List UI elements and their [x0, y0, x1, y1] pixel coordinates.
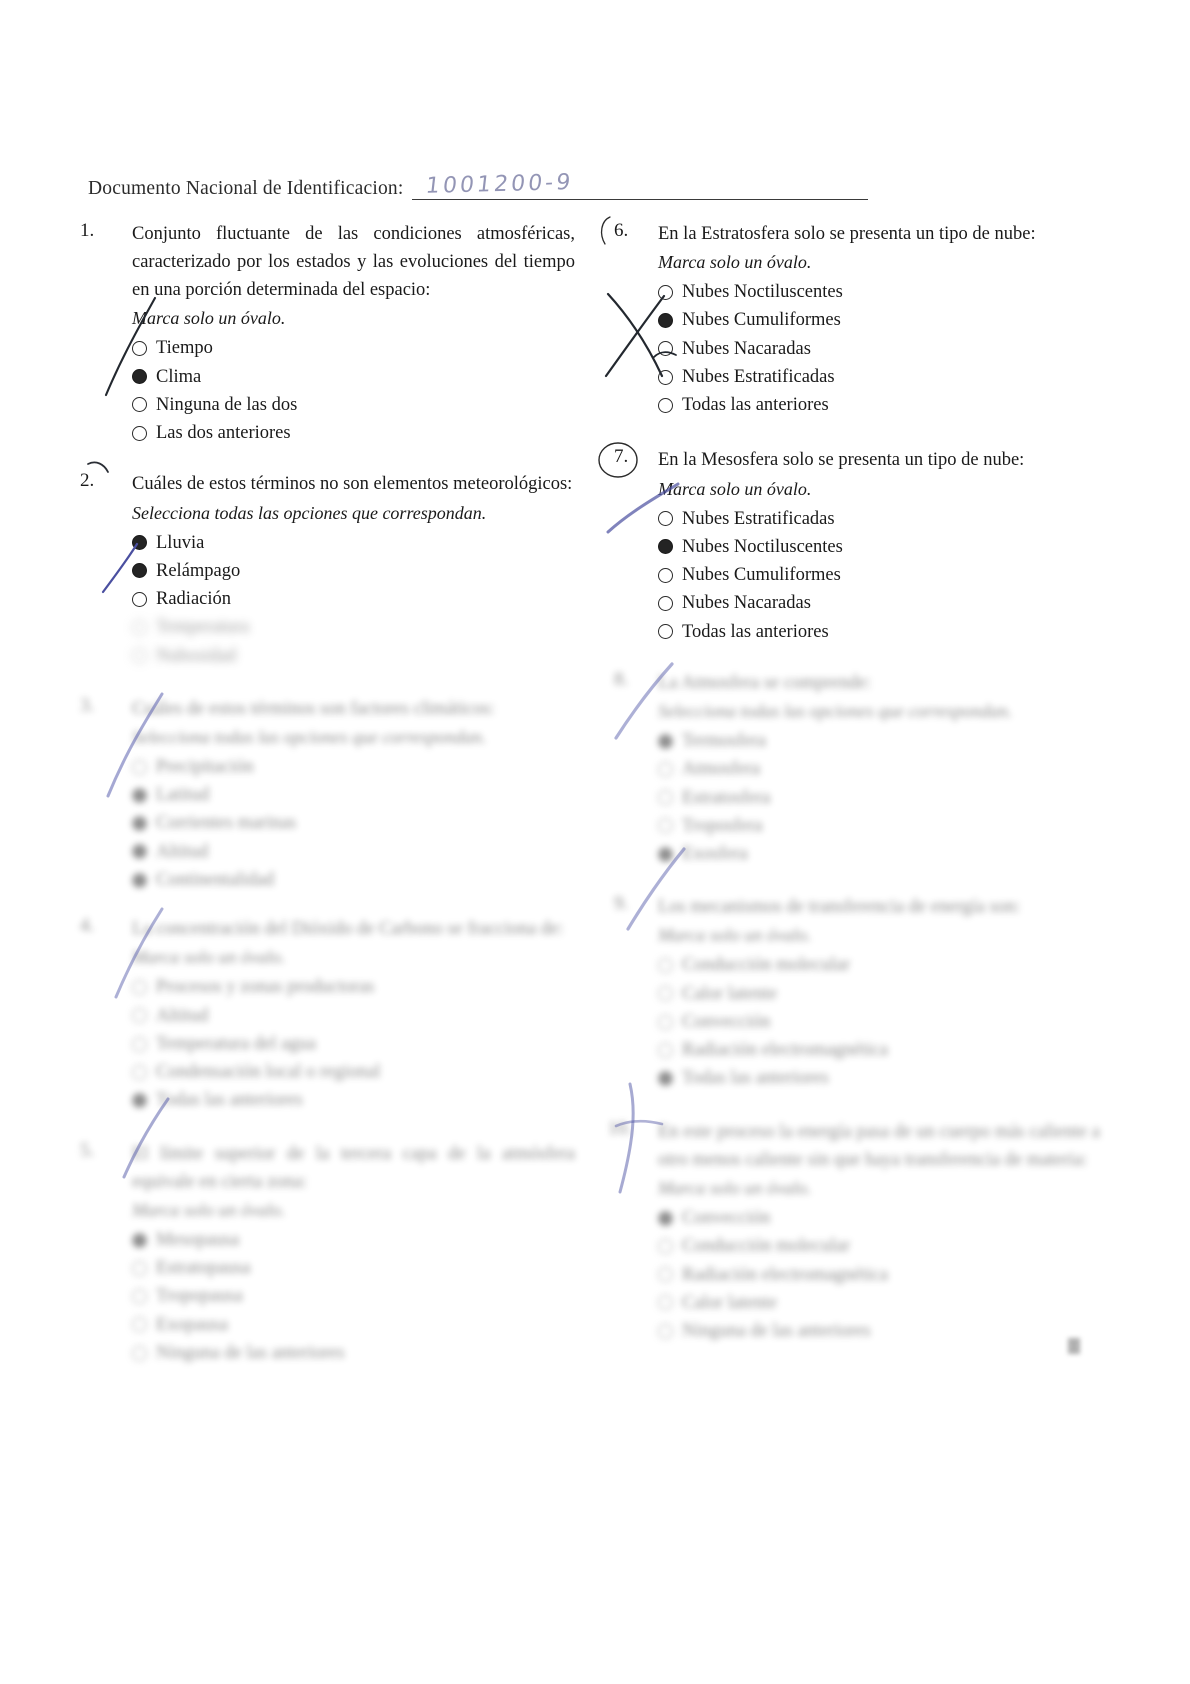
radio-icon[interactable]: [132, 1317, 147, 1332]
radio-icon[interactable]: [658, 986, 673, 1001]
checkbox-icon[interactable]: [658, 818, 673, 833]
option-row[interactable]: [658, 1262, 1100, 1288]
question-instruction: Marca solo un óvalo.: [132, 947, 286, 968]
option-label: Convección: [682, 1011, 771, 1032]
checkbox-icon[interactable]: [132, 873, 147, 888]
options-list: [658, 279, 1100, 418]
radio-icon[interactable]: [132, 980, 147, 995]
option-row[interactable]: [658, 1233, 1100, 1259]
option-label: Las dos anteriores: [156, 423, 291, 444]
question-number: 4.: [80, 915, 95, 937]
option-row[interactable]: [132, 810, 575, 836]
option-label: Todas las anteriores: [682, 395, 829, 416]
option-label: Convección: [682, 1207, 771, 1228]
question-9: [600, 893, 1100, 1091]
left-column: [80, 220, 575, 1388]
radio-icon[interactable]: [658, 1043, 673, 1058]
option-row[interactable]: [132, 1031, 575, 1057]
question-text: El límite superior de la tercera capa de la atmósfera equivale en cierta zona:: [132, 1143, 575, 1192]
option-label: Altitud: [156, 1005, 209, 1026]
option-label: Radiación electromagnética: [682, 1264, 888, 1285]
checkbox-icon[interactable]: [658, 734, 673, 749]
option-label: Relámpago: [156, 560, 241, 581]
option-row[interactable]: [132, 754, 575, 780]
option-row[interactable]: [658, 1065, 1100, 1091]
radio-icon[interactable]: [658, 1015, 673, 1030]
options-list: [658, 506, 1100, 645]
option-label: Troposfera: [682, 815, 763, 836]
question-instruction: Marca solo un óvalo.: [658, 478, 812, 499]
option-row[interactable]: [132, 1227, 575, 1253]
option-label: Nubes Cumuliformes: [682, 565, 841, 586]
option-row[interactable]: [132, 530, 575, 556]
option-label: Nubosidad: [156, 645, 237, 666]
radio-icon[interactable]: [658, 398, 673, 413]
option-label: Nubes Cumuliformes: [682, 310, 841, 331]
dni-handwritten-value: 1001200-9: [423, 170, 575, 199]
option-row[interactable]: [658, 841, 1100, 867]
option-row[interactable]: [658, 981, 1100, 1007]
question-4: [80, 915, 575, 1113]
option-row[interactable]: [132, 1087, 575, 1113]
option-label: Nubes Estratificadas: [682, 366, 835, 387]
option-row[interactable]: [658, 336, 1100, 362]
option-row[interactable]: [132, 1340, 575, 1366]
checkbox-icon[interactable]: [132, 648, 147, 663]
radio-icon[interactable]: [132, 341, 147, 356]
question-instruction: Marca solo un óvalo.: [658, 925, 812, 946]
option-row[interactable]: [658, 1205, 1100, 1231]
question-instruction: Selecciona todas las opciones que correspondan.: [132, 502, 487, 523]
question-7: [600, 446, 1100, 644]
option-label: Tropopausa: [156, 1286, 243, 1307]
option-label: Nubes Noctiluscentes: [682, 282, 843, 303]
question-text: Cuáles de estos términos son factores climáticos:: [132, 698, 495, 719]
option-label: Calor latente: [682, 983, 778, 1004]
question-text: La Atmosfera se comprende:: [658, 672, 872, 693]
option-label: Conducción molecular: [682, 1236, 850, 1257]
checkbox-icon[interactable]: [658, 790, 673, 805]
option-row[interactable]: [132, 614, 575, 640]
option-row[interactable]: [132, 1255, 575, 1281]
option-row[interactable]: [658, 364, 1100, 390]
question-1: [80, 220, 575, 446]
radio-icon[interactable]: [658, 370, 673, 385]
radio-icon[interactable]: [658, 1071, 673, 1086]
options-list: [658, 728, 1100, 867]
option-label: Nubes Nacaradas: [682, 593, 811, 614]
option-label: Tiempo: [156, 338, 213, 359]
question-8: [600, 669, 1100, 867]
checkbox-icon[interactable]: [132, 816, 147, 831]
page-footer-mark: [1068, 1338, 1080, 1354]
option-label: Todas las anteriores: [682, 1068, 829, 1089]
radio-icon[interactable]: [132, 1093, 147, 1108]
option-label: Exopausa: [156, 1314, 228, 1335]
option-label: Clima: [156, 366, 202, 387]
option-row[interactable]: [658, 506, 1100, 532]
option-row[interactable]: [658, 619, 1100, 645]
option-label: Estratopausa: [156, 1258, 251, 1279]
option-row[interactable]: [132, 392, 575, 418]
option-row[interactable]: [658, 1290, 1100, 1316]
option-label: Mesopausa: [156, 1229, 240, 1250]
option-row[interactable]: [132, 782, 575, 808]
dni-label: Documento Nacional de Identificacion:: [88, 178, 404, 199]
question-number: 3.: [80, 694, 95, 716]
option-row[interactable]: [658, 590, 1100, 616]
option-label: Todas las anteriores: [156, 1090, 303, 1111]
radio-icon[interactable]: [658, 285, 673, 300]
radio-icon[interactable]: [658, 1324, 673, 1339]
radio-icon[interactable]: [132, 1346, 147, 1361]
option-label: Atmosfera: [682, 759, 761, 780]
option-row[interactable]: [658, 813, 1100, 839]
question-6: [600, 220, 1100, 418]
question-text: Conjunto fluctuante de las condiciones atmosféricas, caracterizado por los estados y las evoluciones del tiempo en una porción determinada del espacio:: [132, 224, 575, 301]
radio-icon[interactable]: [658, 1239, 673, 1254]
option-label: Condensación local o regional: [156, 1062, 381, 1083]
options-list: [132, 335, 575, 446]
radio-icon[interactable]: [658, 539, 673, 554]
question-instruction: Selecciona todas las opciones que correspondan.: [132, 726, 487, 747]
question-instruction: Marca solo un óvalo.: [132, 1199, 286, 1220]
radio-icon[interactable]: [658, 624, 673, 639]
option-row[interactable]: [658, 1318, 1100, 1344]
option-label: Calor latente: [682, 1292, 778, 1313]
option-label: Nubes Noctiluscentes: [682, 536, 843, 557]
option-row[interactable]: [658, 562, 1100, 588]
option-row[interactable]: [658, 392, 1100, 418]
radio-icon[interactable]: [132, 1008, 147, 1023]
question-10: [600, 1118, 1100, 1345]
option-label: Lluvia: [156, 532, 205, 553]
option-label: Ninguna de las anteriores: [156, 1342, 345, 1363]
radio-icon[interactable]: [132, 1037, 147, 1052]
option-row[interactable]: [658, 1037, 1100, 1063]
option-row[interactable]: [658, 534, 1100, 560]
checkbox-icon[interactable]: [132, 563, 147, 578]
dni-header: [88, 170, 868, 200]
option-row[interactable]: [132, 586, 575, 612]
option-label: Radiación: [156, 589, 232, 610]
option-label: Termosfera: [682, 730, 766, 751]
option-label: Todas las anteriores: [682, 621, 829, 642]
checkbox-icon[interactable]: [658, 847, 673, 862]
checkbox-icon[interactable]: [132, 535, 147, 550]
options-list: [132, 530, 575, 669]
option-row[interactable]: [132, 1059, 575, 1085]
options-list: [132, 1227, 575, 1366]
radio-icon[interactable]: [658, 511, 673, 526]
option-row[interactable]: [658, 1009, 1100, 1035]
option-row[interactable]: [132, 1312, 575, 1338]
option-label: Altitud: [156, 841, 209, 862]
options-list: [658, 952, 1100, 1091]
question-instruction: Marca solo un óvalo.: [658, 252, 812, 273]
option-label: Temperatura del agua: [156, 1033, 316, 1054]
question-2: [80, 470, 575, 668]
radio-icon[interactable]: [658, 568, 673, 583]
question-instruction: Marca solo un óvalo.: [132, 308, 286, 329]
right-column: [600, 220, 1100, 1366]
question-text: En este proceso la energía pasa de un cuerpo más caliente a otro menos caliente sin que haya transferencia de materia:: [658, 1121, 1100, 1170]
option-label: Temperatura: [156, 617, 250, 638]
question-number: 7.: [614, 446, 629, 468]
radio-icon[interactable]: [132, 426, 147, 441]
question-text: La concentración del Dióxido de Carbono se fracciona de:: [132, 919, 564, 940]
radio-icon[interactable]: [658, 958, 673, 973]
option-label: Estratosfera: [682, 787, 771, 808]
options-list: [132, 974, 575, 1113]
options-list: [658, 1205, 1100, 1344]
checkbox-icon[interactable]: [132, 760, 147, 775]
radio-icon[interactable]: [132, 369, 147, 384]
option-row[interactable]: [658, 307, 1100, 333]
question-number: 8.: [614, 668, 629, 690]
option-row[interactable]: [132, 335, 575, 361]
option-label: Ninguna de las anteriores: [682, 1321, 871, 1342]
question-text: Los mecanismos de transferencia de energía son:: [658, 897, 1021, 918]
radio-icon[interactable]: [132, 1233, 147, 1248]
radio-icon[interactable]: [658, 313, 673, 328]
radio-icon[interactable]: [132, 397, 147, 412]
option-row[interactable]: [132, 1003, 575, 1029]
option-label: Conducción molecular: [682, 955, 850, 976]
option-label: Exosfera: [682, 844, 748, 865]
checkbox-icon[interactable]: [132, 620, 147, 635]
checkbox-icon[interactable]: [132, 788, 147, 803]
option-row[interactable]: [132, 1283, 575, 1309]
question-instruction: Marca solo un óvalo.: [658, 1177, 812, 1198]
radio-icon[interactable]: [132, 1289, 147, 1304]
question-number: 2.: [80, 470, 95, 492]
option-label: Ninguna de las dos: [156, 394, 298, 415]
question-instruction: Selecciona todas las opciones que correspondan.: [658, 700, 1013, 721]
question-number: 10.: [608, 1117, 632, 1139]
radio-icon[interactable]: [658, 341, 673, 356]
question-number: 9.: [614, 893, 629, 915]
option-row[interactable]: [132, 643, 575, 669]
option-row[interactable]: [658, 756, 1100, 782]
option-row[interactable]: [132, 839, 575, 865]
option-label: Nubes Nacaradas: [682, 338, 811, 359]
option-row[interactable]: [132, 558, 575, 584]
radio-icon[interactable]: [658, 1295, 673, 1310]
question-number: 5.: [80, 1139, 95, 1161]
question-3: [80, 695, 575, 893]
option-label: Precipitación: [156, 756, 254, 777]
checkbox-icon[interactable]: [132, 844, 147, 859]
question-number: 6.: [614, 220, 629, 241]
option-row[interactable]: [132, 867, 575, 893]
question-text: En la Mesosfera solo se presenta un tipo de nube:: [658, 450, 1025, 471]
option-row[interactable]: [132, 420, 575, 446]
option-row[interactable]: [132, 974, 575, 1000]
checkbox-icon[interactable]: [132, 592, 147, 607]
question-number: 1.: [80, 220, 95, 241]
option-row[interactable]: [658, 952, 1100, 978]
option-label: Procesos y zonas productoras: [156, 977, 375, 998]
dni-answer-line: [412, 170, 869, 200]
option-row[interactable]: [658, 785, 1100, 811]
option-row[interactable]: [658, 279, 1100, 305]
option-row[interactable]: [132, 364, 575, 390]
options-list: [132, 754, 575, 893]
radio-icon[interactable]: [658, 1211, 673, 1226]
option-label: Latitud: [156, 785, 210, 806]
option-label: Continentalidad: [156, 870, 275, 890]
radio-icon[interactable]: [658, 596, 673, 611]
question-text: En la Estratosfera solo se presenta un tipo de nube:: [658, 224, 1036, 244]
option-label: Radiación electromagnética: [682, 1040, 888, 1061]
question-5: [80, 1140, 575, 1367]
radio-icon[interactable]: [132, 1065, 147, 1080]
radio-icon[interactable]: [658, 1267, 673, 1282]
option-label: Nubes Estratificadas: [682, 508, 835, 529]
option-row[interactable]: [658, 728, 1100, 754]
option-label: Corrientes marinas: [156, 813, 297, 834]
radio-icon[interactable]: [132, 1261, 147, 1276]
checkbox-icon[interactable]: [658, 762, 673, 777]
question-text: Cuáles de estos términos no son elementos meteorológicos:: [132, 474, 573, 495]
